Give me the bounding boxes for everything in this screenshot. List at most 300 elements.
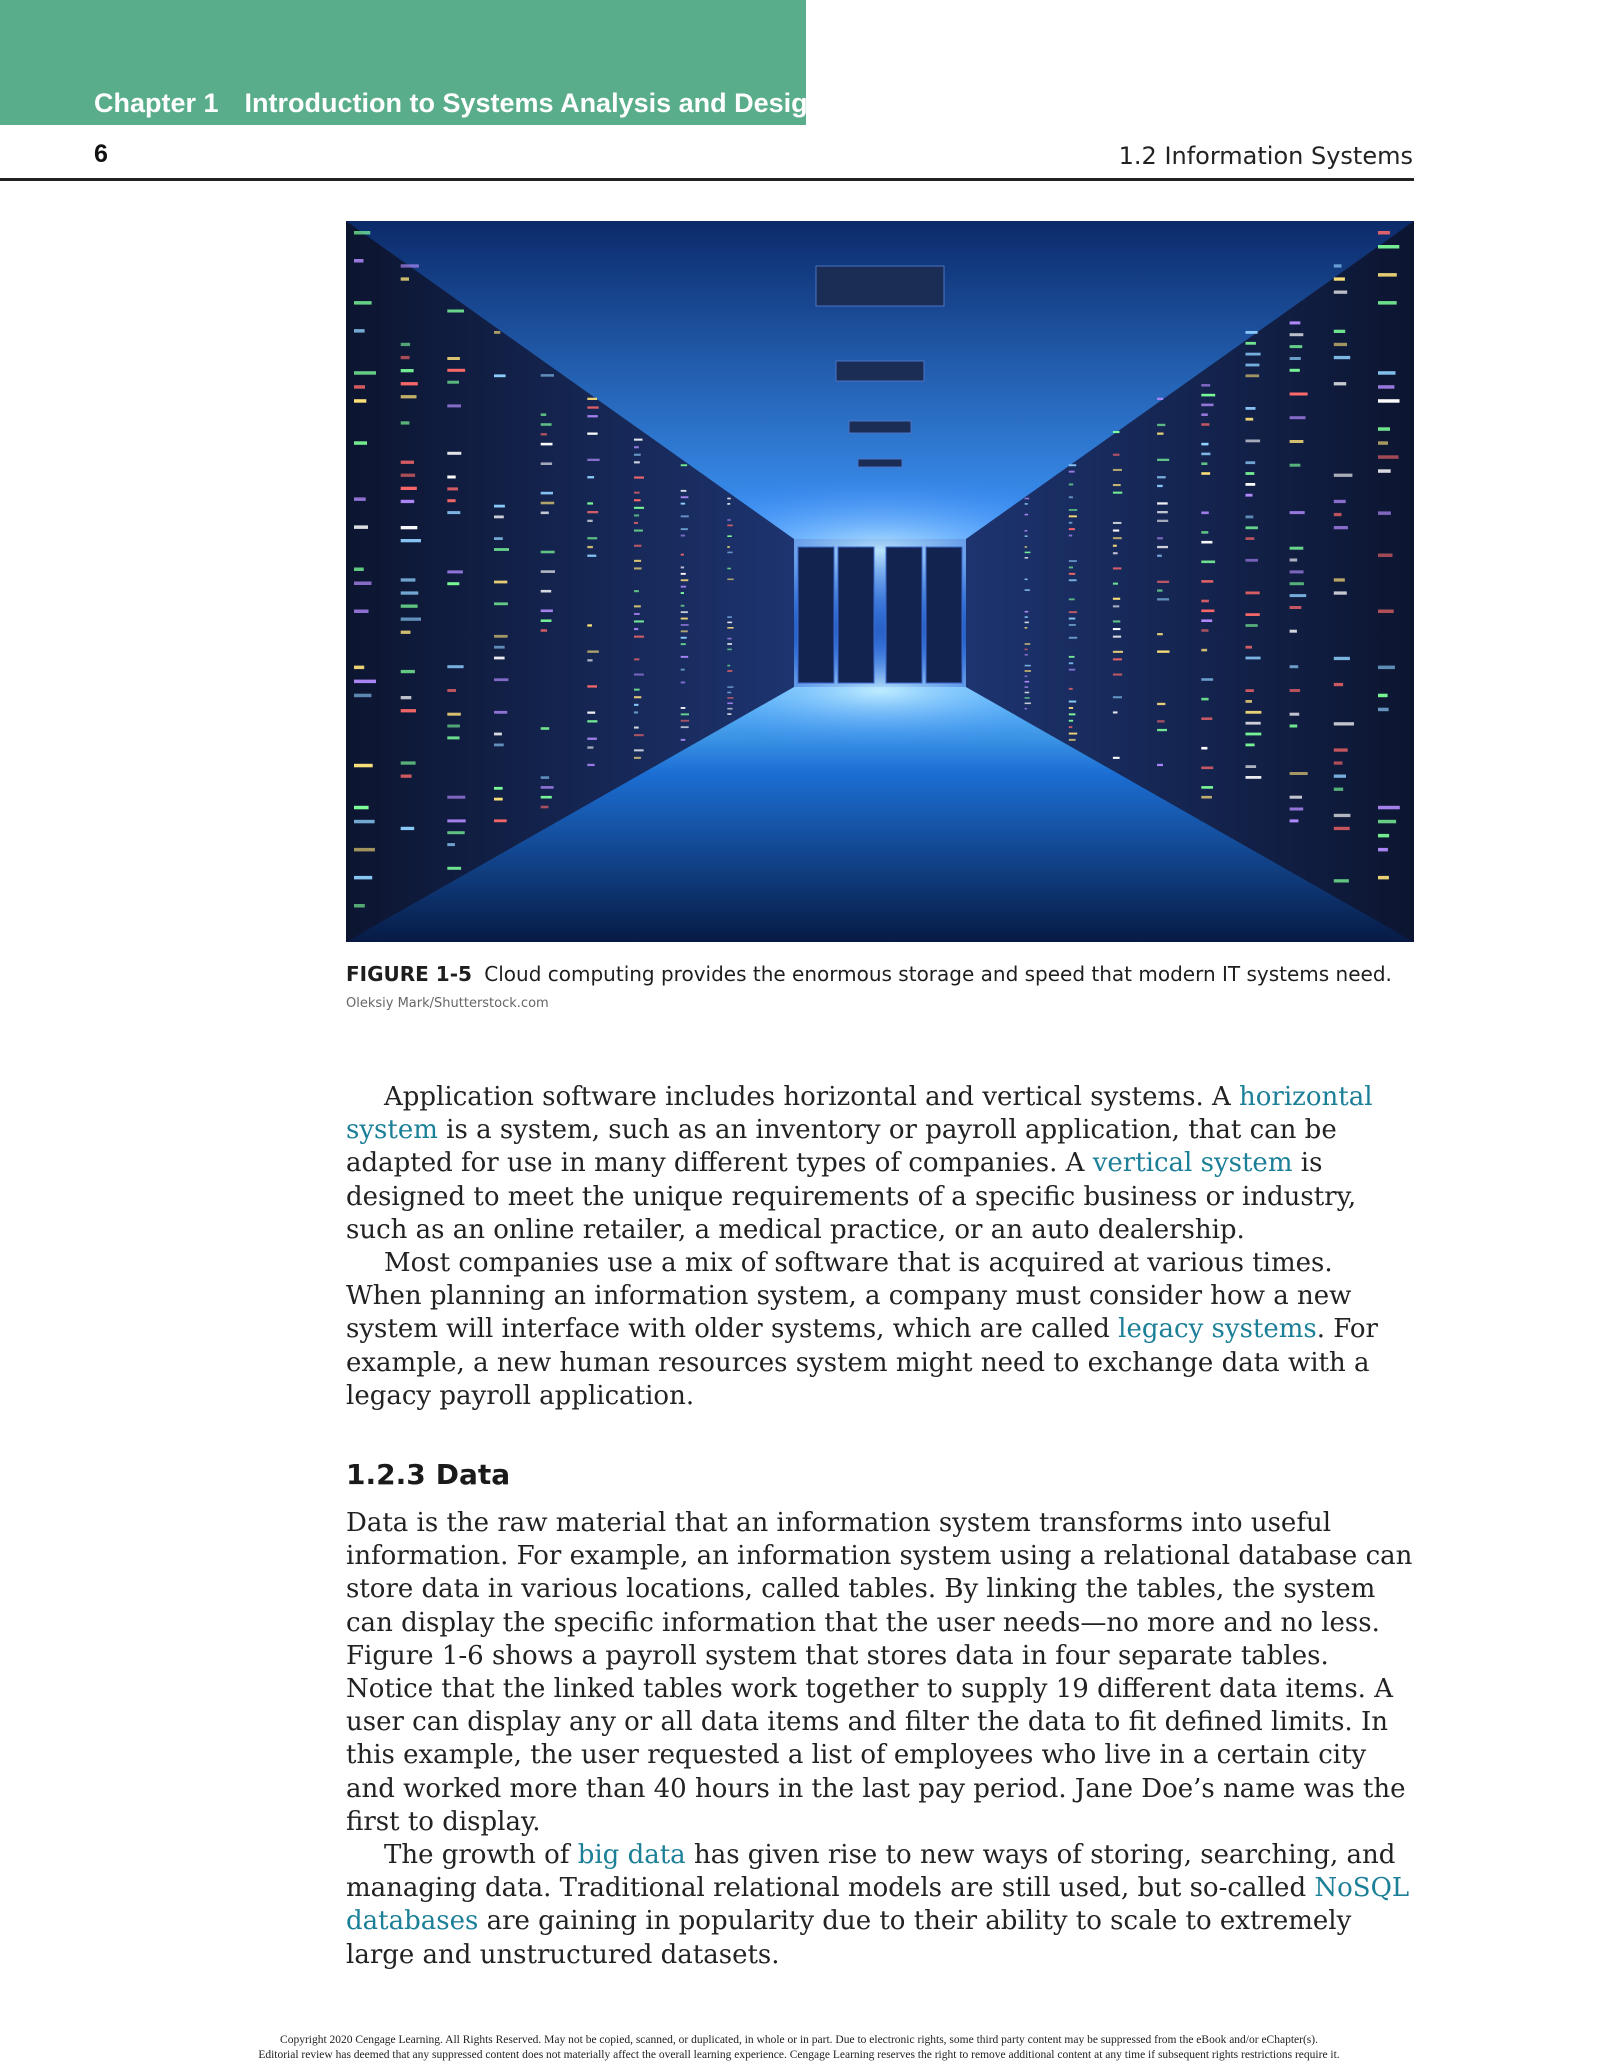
rack-indicator-light [681,618,688,620]
rack-indicator-light [1069,701,1076,703]
rack-indicator-light [541,413,547,416]
rack-indicator-light [541,492,553,495]
rack-indicator-light [727,525,733,527]
rack-indicator-light [401,539,421,542]
rack-indicator-light [1290,369,1300,372]
rack-indicator-light [1201,394,1215,397]
paragraph-text: Application software includes horizontal and vertical systems. A [384,1082,1240,1112]
rack-indicator-light [447,665,463,668]
rack-indicator-light [587,459,599,461]
rack-indicator-light [1246,646,1253,649]
rack-indicator-light [354,497,366,501]
rack-indicator-light [681,579,689,581]
rack-indicator-light [1025,676,1028,678]
rack-indicator-light [587,651,599,653]
rack-indicator-light [447,819,465,822]
rack-indicator-light [1069,707,1073,709]
rack-indicator-light [1069,618,1076,620]
rack-indicator-light [447,369,465,372]
rack-indicator-light [634,734,644,736]
rack-indicator-light [587,546,593,548]
rack-indicator-light [494,787,503,790]
rack-indicator-light [1378,820,1396,824]
rack-indicator-light [634,674,644,676]
rack-indicator-light [1378,876,1389,880]
rack-indicator-light [1069,733,1077,735]
rack-indicator-light [1069,669,1075,671]
rack-indicator-light [541,776,549,779]
rack-indicator-light [401,487,417,490]
rack-indicator-light [1334,578,1345,581]
rack-indicator-light [1334,277,1345,280]
rack-indicator-light [1069,515,1077,517]
rack-indicator-light [634,689,640,691]
rack-indicator-light [1157,729,1167,731]
figure-photo-data-center [346,221,1414,942]
paragraph [346,1507,1414,1839]
rack-indicator-light [1113,598,1120,600]
rack-indicator-light [727,692,731,694]
key-term: vertical system [1092,1148,1293,1179]
rack-indicator-light [1113,628,1121,630]
paragraph [346,1839,1414,1972]
rack-indicator-light [541,806,549,809]
rack-indicator-light [1290,345,1303,348]
rack-indicator-light [1246,765,1257,768]
key-term: legacy systems [1118,1314,1317,1345]
rack-indicator-light [494,548,509,551]
rack-indicator-light [447,404,461,407]
rack-indicator-light [727,622,732,624]
rack-indicator-light [634,658,639,660]
rack-indicator-light [727,616,732,618]
rack-indicator-light [354,301,372,305]
rack-indicator-light [1157,589,1162,591]
rack-indicator-light [1069,567,1073,569]
rack-indicator-light [401,578,416,581]
rack-indicator-light [1025,703,1031,705]
rack-indicator-light [727,498,730,500]
rack-indicator-light [1113,431,1120,433]
rack-indicator-light [634,492,640,494]
paragraph-text: has given rise to new ways of storing, searching, and managing data. Traditional relational models are still used, but so-called [346,1840,1396,1904]
rack-indicator-light [447,357,460,360]
rack-indicator-light [681,496,689,498]
rack-indicator-light [354,848,375,852]
page-number: 6 [94,140,108,168]
rack-indicator-light [1246,711,1262,714]
rack-indicator-light [1246,744,1255,747]
rack-indicator-light [681,464,687,466]
rack-indicator-light [1201,541,1212,544]
rack-indicator-light [354,568,364,572]
rack-indicator-light [681,713,689,715]
rack-indicator-light [587,738,597,740]
rack-indicator-light [1113,636,1121,638]
rack-indicator-light [401,461,414,464]
rack-indicator-light [1201,384,1210,387]
rack-indicator-light [1378,610,1394,614]
rack-indicator-light [727,568,731,570]
rack-indicator-light [1290,606,1302,609]
rack-indicator-light [1246,331,1258,334]
rack-indicator-light [1113,757,1120,759]
rack-indicator-light [1025,686,1029,688]
rack-indicator-light [1290,357,1301,360]
rack-indicator-light [1334,761,1343,764]
rack-indicator-light [1025,654,1028,656]
rack-indicator-light [401,618,421,621]
rack-indicator-light [1378,455,1399,459]
rack-indicator-light [681,630,688,632]
paragraph [346,1081,1414,1247]
rack-indicator-light [1025,546,1028,548]
rack-indicator-light [587,406,598,408]
figure-caption [346,962,1426,986]
rack-indicator-light [1025,552,1031,554]
rack-indicator-light [1334,356,1350,359]
paragraph-text: is a system, such as an inventory or payroll application, that can be adapted for use in many different types of companies. A [346,1115,1337,1179]
rack-indicator-light [354,694,371,698]
rack-indicator-light [447,689,456,692]
rack-indicator-light [447,713,461,716]
figure-label: FIGURE 1-5 [346,962,472,986]
rack-indicator-light [1290,594,1307,597]
paragraph [346,1247,1414,1413]
rack-indicator-light [494,678,508,681]
rack-indicator-light [1201,767,1213,770]
rack-indicator-light [587,415,598,417]
rack-indicator-light [1069,656,1075,658]
rack-indicator-light [727,552,732,554]
rack-indicator-light [541,796,552,799]
key-term: big data [577,1840,686,1871]
rack-indicator-light [401,775,412,778]
rack-indicator-light [401,369,414,372]
rack-indicator-light [727,708,732,710]
rack-indicator-light [1069,739,1076,741]
rack-indicator-light [634,704,639,706]
rack-indicator-light [1334,500,1346,503]
rack-indicator-light [401,277,409,280]
rack-indicator-light [1378,273,1397,277]
rack-indicator-light [634,605,641,607]
rack-indicator-light [1025,557,1029,559]
rack-indicator-light [1025,649,1028,651]
rack-indicator-light [541,423,552,426]
rack-indicator-light [1378,427,1390,431]
rack-indicator-light [1246,776,1262,779]
rack-indicator-light [1246,516,1254,519]
rack-indicator-light [1069,688,1073,690]
rack-indicator-light [1069,535,1072,537]
rack-indicator-light [681,669,685,671]
rack-indicator-light [1157,520,1168,522]
rack-indicator-light [494,516,504,519]
rack-indicator-light [541,512,549,515]
rack-indicator-light [401,395,417,398]
rack-indicator-light [354,399,366,403]
chapter-name: Introduction to Systems Analysis and Design [244,88,825,118]
rack-indicator-light [634,446,639,448]
rack-indicator-light [681,726,689,728]
rack-indicator-light [1157,476,1166,478]
rack-indicator-light [1025,708,1027,710]
rack-indicator-light [541,629,547,632]
body-text-application-software [346,1081,1414,1413]
rack-indicator-light [1069,579,1077,581]
rack-indicator-light [354,666,364,670]
rack-indicator-light [494,646,505,649]
rack-indicator-light [1201,747,1207,750]
rack-indicator-light [1069,471,1075,473]
rack-indicator-light [447,499,455,502]
rack-indicator-light [1334,814,1351,817]
rack-indicator-light [1334,526,1348,529]
rack-indicator-light [1334,382,1346,385]
rack-indicator-light [1378,511,1391,515]
rack-indicator-light [494,711,507,714]
rack-indicator-light [634,522,638,524]
rack-indicator-light [634,477,644,479]
rack-indicator-light [1157,433,1163,435]
rack-indicator-light [354,582,372,586]
subsection-title: Data [435,1458,511,1491]
rack-indicator-light [1378,301,1397,305]
rack-indicator-light [634,499,641,501]
rack-indicator-light [587,685,597,687]
rack-indicator-light [1069,662,1073,664]
rack-indicator-light [541,570,555,573]
rack-indicator-light [1378,371,1396,375]
rack-indicator-light [634,636,644,638]
rack-indicator-light [1113,583,1118,585]
rack-indicator-light [401,605,418,608]
rack-indicator-light [1201,717,1212,720]
rack-indicator-light [1201,512,1209,515]
rack-indicator-light [1025,498,1030,500]
rack-indicator-light [1069,611,1077,613]
rack-indicator-light [1113,545,1117,547]
rack-indicator-light [541,551,555,554]
rack-indicator-light [1201,649,1207,652]
rack-indicator-light [634,749,644,751]
rack-indicator-light [1290,464,1301,467]
rack-indicator-light [1334,591,1347,594]
rack-indicator-light [1069,726,1073,728]
rack-indicator-light [1025,530,1028,532]
key-term: horizontal system [346,1082,1373,1146]
rack-indicator-light [727,665,730,667]
rack-indicator-light [1246,374,1260,377]
rack-indicator-light [447,582,459,585]
rack-indicator-light [634,545,642,547]
rack-indicator-light [1157,537,1163,539]
rack-indicator-light [1201,610,1214,613]
rack-indicator-light [1334,343,1347,346]
rack-indicator-light [587,555,596,557]
rack-indicator-light [1069,464,1076,466]
paragraph-text: is designed to meet the unique requirements of a specific business or industry, such as an online retailer, a medical practice, or an auto dealership. [346,1148,1357,1245]
rack-indicator-light [1201,698,1208,701]
rack-indicator-light [1290,582,1304,585]
rack-indicator-light [494,374,506,377]
rack-indicator-light [681,515,689,517]
rack-indicator-light [1157,764,1163,766]
rack-indicator-light [1246,537,1255,540]
rack-indicator-light [727,503,730,505]
rack-indicator-light [1113,492,1122,494]
rack-indicator-light [587,537,597,539]
rack-indicator-light [1246,700,1253,703]
rack-indicator-light [727,579,733,581]
rack-indicator-light [1246,613,1260,616]
rack-indicator-light [587,476,594,478]
copyright-line-1: Copyright 2020 Cengage Learning. All Rights Reserved. May not be copied, scanned, or duplicated, in whole or in part. Due to electronic rights, some third party content may be suppressed from the eBook and/or eChapter(s). [280,2034,1318,2046]
server-room-illustration [346,221,1414,942]
rack-indicator-light [494,331,500,334]
paragraph-text: Most companies use a mix of software that is acquired at various times. When planning an information system, a company must consider how a new system will interface with older systems, which are called [346,1248,1352,1345]
rack-indicator-light [587,433,597,435]
rack-indicator-light [1157,398,1163,400]
rack-indicator-light [681,567,684,569]
header-rule [0,178,1414,181]
rack-indicator-light [1290,808,1304,811]
rack-indicator-light [1201,443,1208,446]
rack-indicator-light [354,876,372,880]
rack-indicator-light [1246,342,1256,345]
rack-indicator-light [1113,651,1123,653]
rack-indicator-light [1201,404,1213,407]
rack-indicator-light [634,613,640,615]
rack-indicator-light [447,867,461,870]
rack-indicator-light [1025,697,1030,699]
rack-indicator-light [1290,321,1301,324]
rack-indicator-light [1334,264,1342,267]
rack-indicator-light [727,686,733,688]
rack-indicator-light [1069,637,1077,639]
rack-indicator-light [587,720,597,722]
rack-indicator-light [1246,624,1258,627]
rack-indicator-light [1290,393,1308,396]
rack-indicator-light [1334,775,1346,778]
rack-indicator-light [1157,424,1165,426]
rack-indicator-light [494,733,502,736]
rack-indicator-light [1290,440,1304,443]
rack-indicator-light [1290,511,1305,514]
rack-indicator-light [354,525,368,529]
copyright-notice [0,2033,1598,2063]
chapter-title [94,88,824,119]
rack-indicator-light [681,643,686,645]
rack-indicator-light [634,711,638,713]
rack-indicator-light [1025,681,1030,683]
rack-indicator-light [1113,530,1119,532]
rack-indicator-light [1069,522,1073,524]
rack-indicator-light [1201,462,1207,465]
rack-indicator-light [354,904,365,908]
rack-indicator-light [447,843,455,846]
rack-indicator-light [727,670,732,672]
rack-indicator-light [1246,407,1256,410]
rack-indicator-light [634,620,644,622]
rack-indicator-light [1378,554,1393,558]
rack-indicator-light [681,720,689,722]
rack-indicator-light [541,727,550,730]
rack-indicator-light [727,697,733,699]
rack-indicator-light [1334,748,1348,751]
paragraph-text: . For example, a new human resources system might need to exchange data with a legacy payroll application. [346,1314,1378,1411]
rack-indicator-light [681,573,686,575]
figure-caption-text: Cloud computing provides the enormous storage and speed that modern IT systems need. [484,962,1392,986]
rack-indicator-light [1290,559,1298,562]
rack-indicator-light [1378,708,1389,712]
rack-indicator-light [1157,720,1165,722]
rack-indicator-light [1290,547,1304,550]
rack-indicator-light [541,590,552,593]
rack-indicator-light [1246,461,1256,464]
rack-indicator-light [1069,484,1073,486]
rack-indicator-light [1246,418,1254,421]
rack-indicator-light [401,631,411,634]
subsection-heading [346,1458,510,1491]
rack-indicator-light [634,696,641,698]
rack-indicator-light [354,441,367,445]
rack-indicator-light [1201,796,1212,799]
rack-indicator-light [541,462,552,465]
rack-indicator-light [1290,796,1302,799]
rack-indicator-light [354,610,369,614]
rack-indicator-light [1378,385,1394,389]
rack-indicator-light [401,591,419,594]
rack-indicator-light [447,796,465,799]
rack-indicator-light [1334,683,1343,686]
rack-indicator-light [681,586,686,588]
rack-indicator-light [1334,879,1349,882]
rack-indicator-light [447,570,463,573]
rack-indicator-light [1378,806,1400,810]
rack-indicator-light [1246,483,1256,486]
figure-credit: Oleksiy Mark/Shutterstock.com [346,996,549,1011]
rack-indicator-light [1201,453,1210,456]
rack-indicator-light [634,757,641,759]
rack-indicator-light [494,635,508,638]
rack-indicator-light [681,535,685,537]
rack-indicator-light [354,231,370,235]
rack-indicator-light [1201,423,1209,426]
rack-indicator-light [1378,834,1389,838]
rack-indicator-light [1246,364,1260,367]
rack-indicator-light [727,703,733,705]
rack-indicator-light [1290,819,1299,822]
rack-indicator-light [1246,526,1258,529]
rack-indicator-light [1157,459,1169,461]
rack-indicator-light [354,806,369,810]
rack-indicator-light [541,610,553,613]
rack-indicator-light [447,381,459,384]
rack-indicator-light [1069,598,1075,600]
rack-indicator-light [447,725,460,728]
rack-indicator-light [587,520,592,522]
rack-indicator-light [1201,600,1209,603]
rack-indicator-light [1069,720,1073,722]
rack-indicator-light [541,374,554,377]
rack-indicator-light [587,659,592,661]
rack-indicator-light [587,502,593,504]
rack-indicator-light [447,310,464,313]
rack-indicator-light [1113,537,1122,539]
rack-indicator-light [1113,711,1118,713]
